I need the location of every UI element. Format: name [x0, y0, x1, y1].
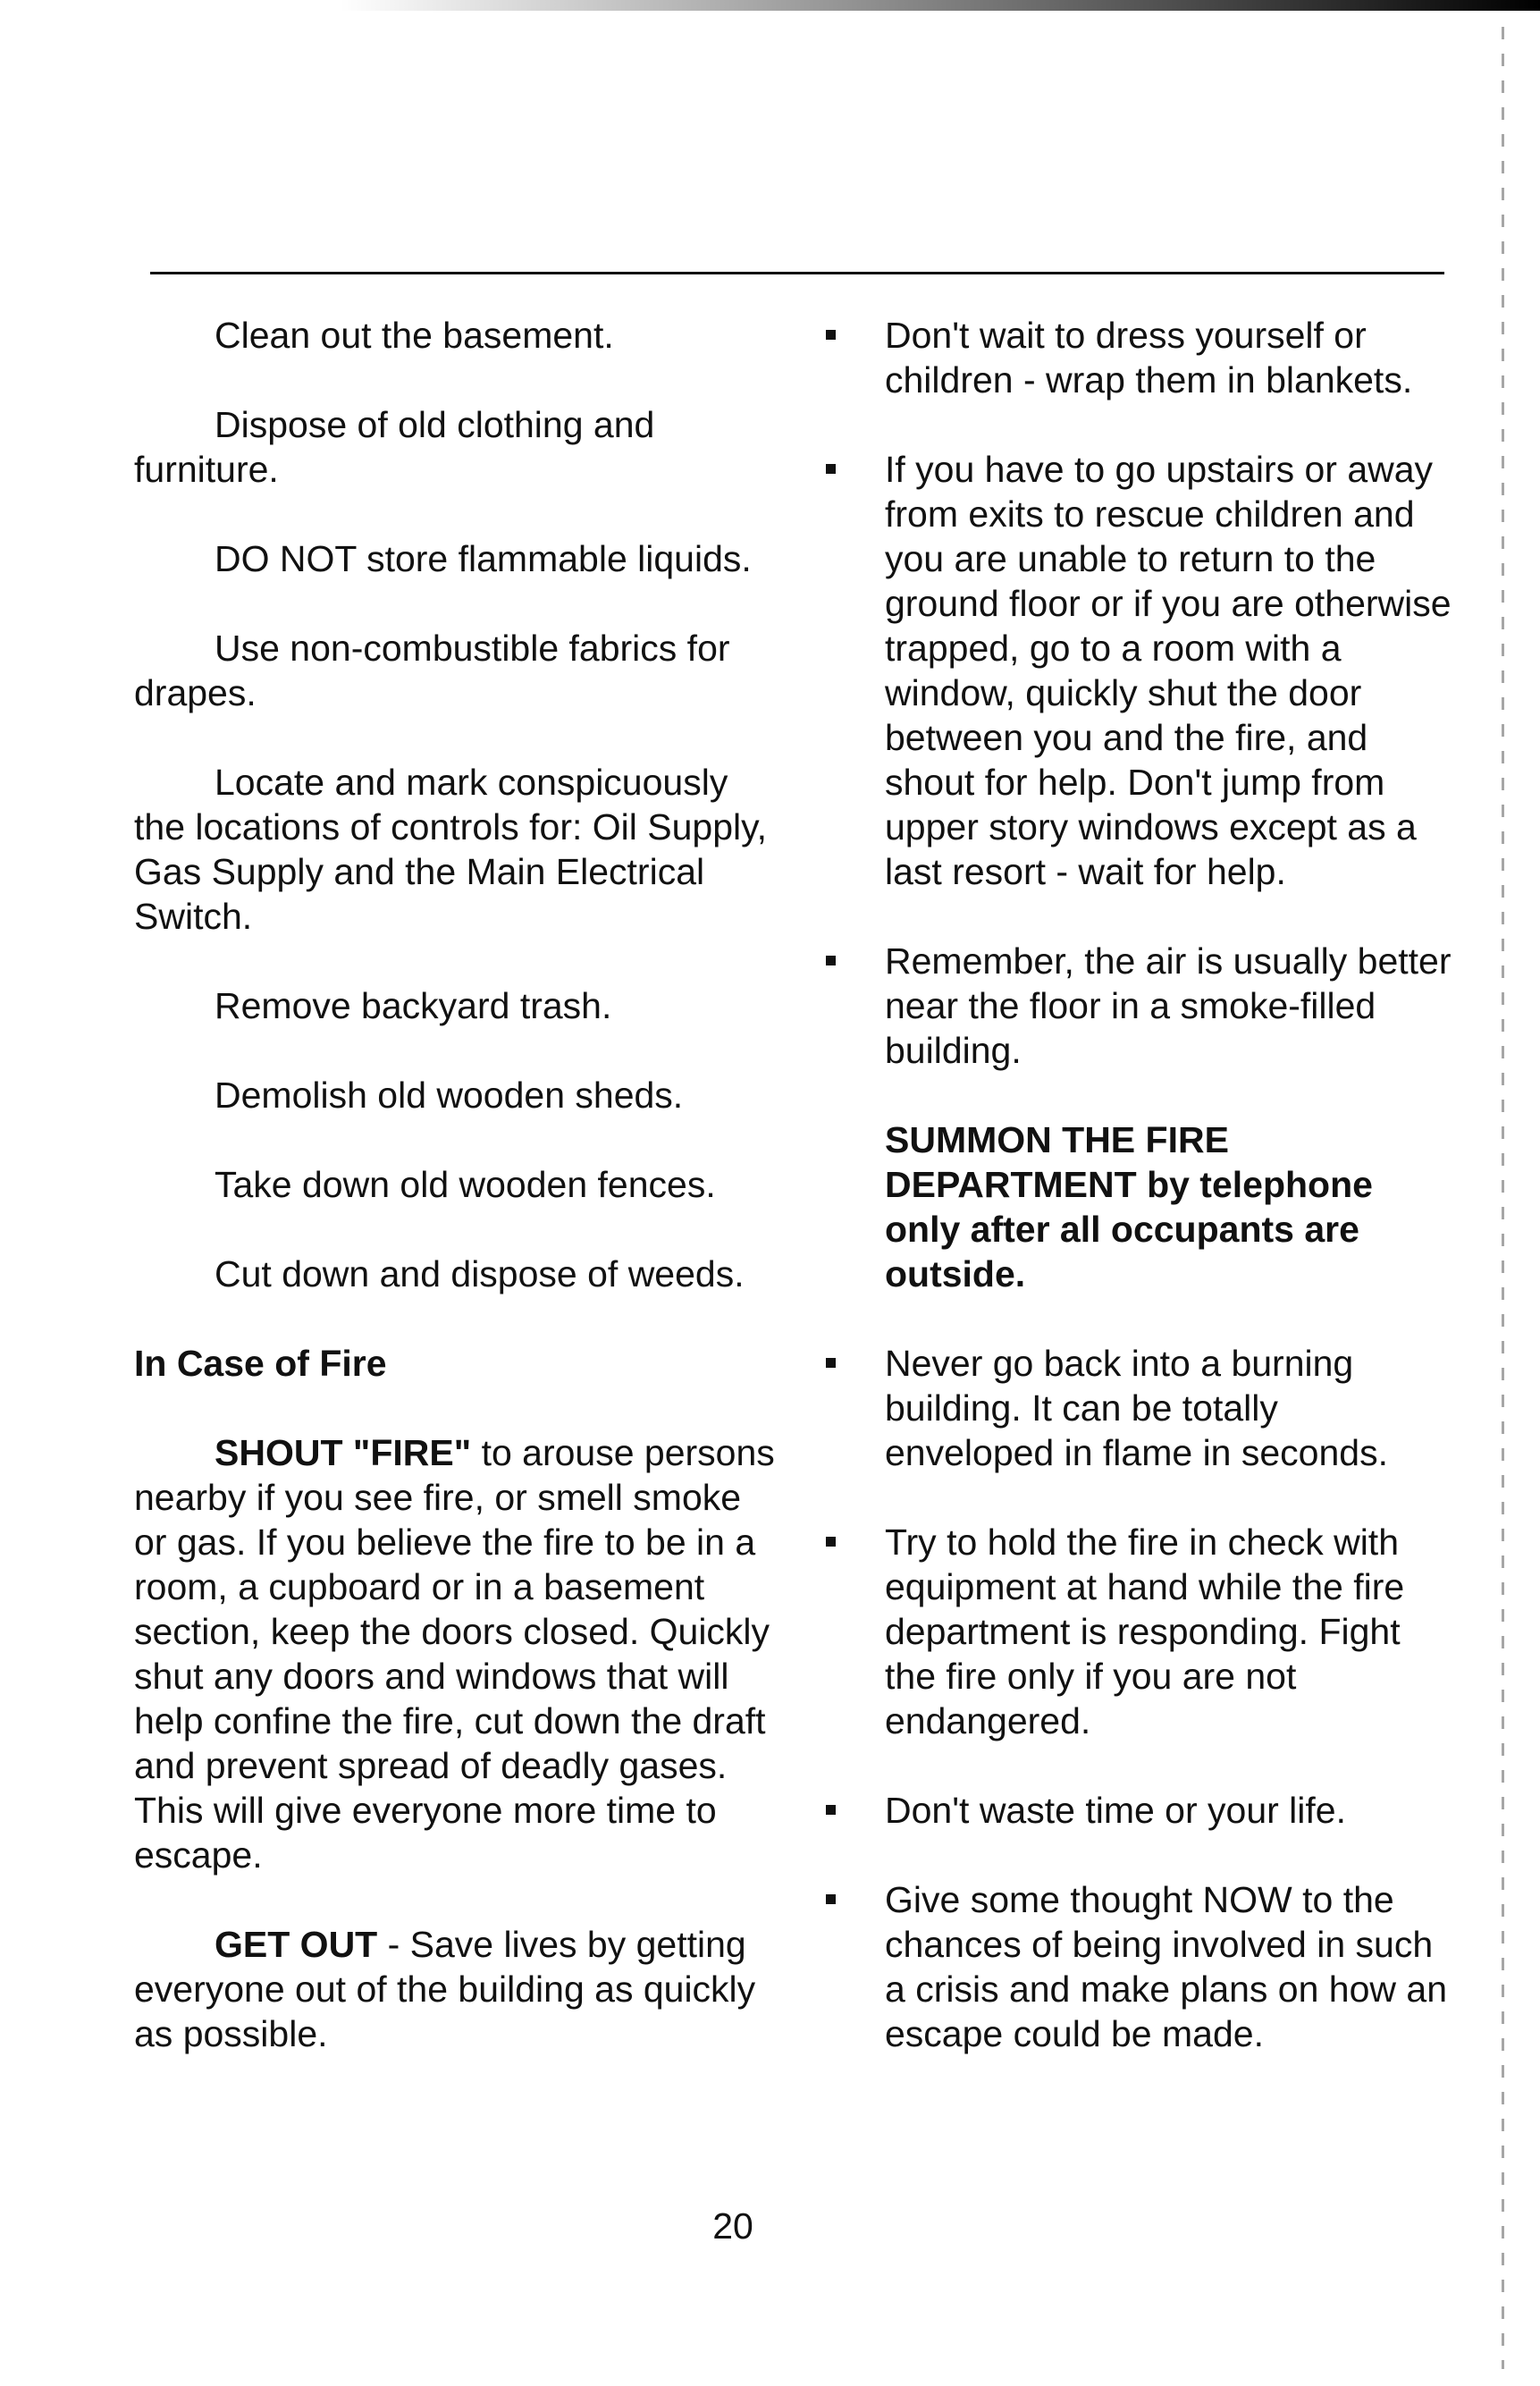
tip-dispose-clothing: Dispose of old clothing and furniture. — [134, 404, 655, 490]
summon-fire-department-notice: SUMMON THE FIRE DEPARTMENT by telephone only after all occupants are outside. — [885, 1119, 1373, 1294]
bullet-item — [813, 1341, 1457, 1475]
header-rule — [150, 272, 1444, 274]
get-out-paragraph — [134, 1922, 778, 2056]
bullet-text: If you have to go upstairs or away from exits to rescue children and you are unable to return to the ground floor or if you are otherwise trapped, go to a room with a window, quickly shut the door between you and the fire, and shout for help. Don't jump from upper story windows except as a last resort - wait for help. — [885, 449, 1452, 892]
square-bullet-icon — [826, 464, 836, 474]
scan-edge-top — [340, 0, 1540, 11]
get-out-lead: GET OUT — [215, 1924, 378, 1965]
bullet-item — [813, 939, 1457, 1073]
tip-mark-controls: Locate and mark conspicuously the locations of controls for: Oil Supply, Gas Supply and the Main Electrical Switch. — [134, 762, 767, 937]
tip-wooden-fences: Take down old wooden fences. — [215, 1164, 716, 1205]
bullet-item — [813, 1788, 1457, 1833]
left-column — [134, 313, 778, 2056]
bullet-text: Remember, the air is usually better near the floor in a smoke-filled building. — [885, 940, 1452, 1071]
bullet-text: Don't waste time or your life. — [885, 1790, 1346, 1831]
bullet-text: Don't wait to dress yourself or children - wrap them in blankets. — [885, 315, 1413, 400]
scan-edge-right — [1502, 27, 1504, 2369]
shout-fire-text: to arouse persons nearby if you see fire, or smell smoke or gas. If you believe the fire to be in a room, a cupboard or in a basement section, keep the doors closed. Quickly shut any doors and windows that will help confine the fire, cut down the draft and prevent spread of deadly gases. This will give everyone more time to escape. — [134, 1432, 775, 1876]
bullet-text: Never go back into a burning building. It can be totally enveloped in flame in seconds. — [885, 1343, 1388, 1473]
square-bullet-icon — [826, 1805, 836, 1815]
section-heading-in-case-of-fire: In Case of Fire — [134, 1343, 387, 1384]
square-bullet-icon — [826, 330, 836, 340]
square-bullet-icon — [826, 1894, 836, 1904]
right-column — [813, 313, 1457, 2056]
bullet-text: Give some thought NOW to the chances of being involved in such a crisis and make plans on how an escape could be made. — [885, 1879, 1448, 2054]
page-number: 20 — [712, 2205, 753, 2247]
tip-non-combustible-fabrics: Use non-combustible fabrics for drapes. — [134, 628, 730, 713]
square-bullet-icon — [826, 956, 836, 965]
shout-fire-lead: SHOUT "FIRE" — [215, 1432, 472, 1473]
tip-backyard-trash: Remove backyard trash. — [215, 985, 612, 1026]
tip-demolish-sheds: Demolish old wooden sheds. — [215, 1075, 684, 1116]
bullet-item — [813, 1877, 1457, 2056]
tip-cut-weeds: Cut down and dispose of weeds. — [215, 1253, 745, 1294]
get-out-text: - Save lives by getting everyone out of the building as quickly as possible. — [134, 1924, 756, 2054]
bullet-text: Try to hold the fire in check with equipment at hand while the fire department is responding. Fight the fire only if you are not endangered. — [885, 1522, 1405, 1741]
bullet-item — [813, 1520, 1457, 1743]
tip-no-flammable-liquids: DO NOT store flammable liquids. — [215, 538, 752, 579]
bullet-item — [813, 447, 1457, 894]
bullet-item — [813, 313, 1457, 402]
tip-clean-basement: Clean out the basement. — [215, 315, 614, 356]
square-bullet-icon — [826, 1537, 836, 1547]
shout-fire-paragraph — [134, 1430, 778, 1877]
square-bullet-icon — [826, 1358, 836, 1368]
